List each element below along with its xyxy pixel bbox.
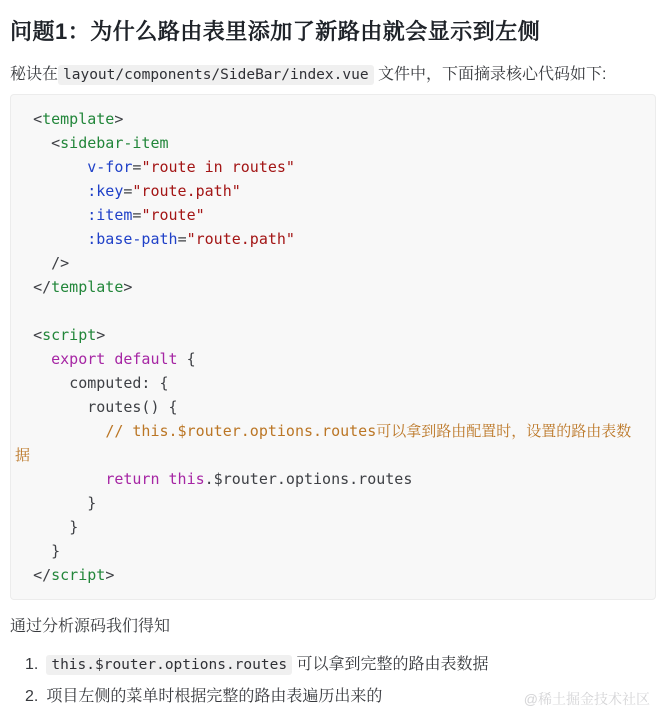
list-marker: 2. [25, 688, 39, 705]
list-item [10, 652, 656, 678]
code-line: export default { [51, 350, 196, 368]
code-line: } [15, 494, 97, 512]
code-lines [15, 107, 637, 587]
list-marker: 1. [25, 656, 39, 673]
code-line: return this.$router.options.routes [105, 470, 413, 488]
list-item-text: 可以拿到完整的路由表数据 [292, 656, 489, 673]
code-line: <template> [15, 110, 124, 128]
watermark: @稀土掘金技术社区 [523, 691, 650, 707]
intro-paragraph [10, 62, 656, 88]
code-line: } [15, 542, 61, 560]
code-line: // this.$router.options.routes可以拿到路由配置时，设置的路由表数据 [15, 422, 632, 464]
code-line: :key="route.path" [87, 182, 241, 200]
intro-prefix: 秘诀在 [10, 66, 59, 83]
code-line: /> [15, 254, 70, 272]
page-title: 问题1：为什么路由表里添加了新路由就会显示到左侧 [10, 19, 541, 44]
code-block [10, 94, 656, 600]
code-line: computed: { [15, 374, 169, 392]
code-line [15, 299, 637, 323]
code-line: :base-path="route.path" [87, 230, 295, 248]
code-line: </script> [15, 566, 115, 584]
code-line: </template> [15, 278, 133, 296]
code-line: :item="route" [87, 206, 205, 224]
list-item-text: 项目左侧的菜单时根据完整的路由表遍历出来的 [46, 688, 383, 705]
intro-suffix: 文件中，下面摘录核心代码如下: [373, 66, 607, 83]
routes-inline-code: this.$router.options.routes [46, 655, 292, 675]
code-line: routes() { [15, 398, 178, 416]
code-line: <script> [15, 326, 106, 344]
code-line: } [15, 518, 79, 536]
code-line: <sidebar-item [15, 134, 169, 152]
code-line: v-for="route in routes" [87, 158, 295, 176]
analysis-lead: 通过分析源码我们得知 [10, 618, 171, 635]
file-path-inline-code: layout/components/SideBar/index.vue [58, 65, 374, 85]
